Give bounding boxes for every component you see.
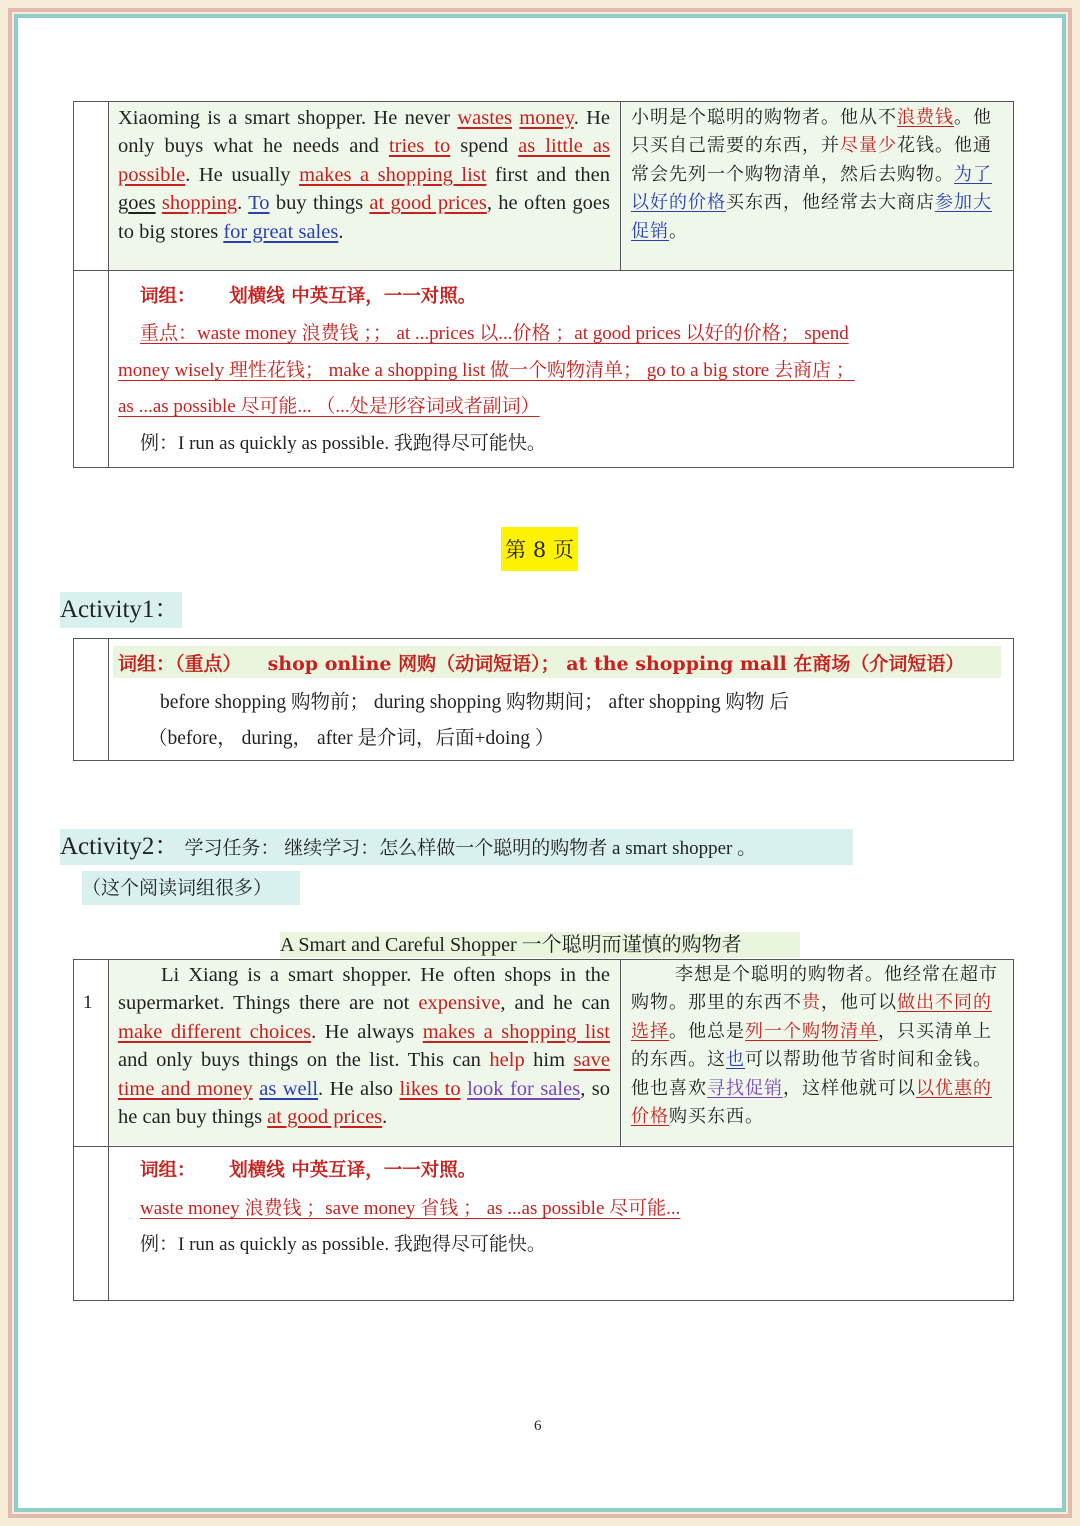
text-segment: wastes [457,107,513,129]
text-segment: To [248,192,270,215]
text-segment: him [524,1049,574,1072]
key-phrases-line-1: 重点：waste money 浪费钱 ；； at ...prices 以...价格 ；at good prices 以好的价格； spend [140,323,849,344]
text-segment: 参加大促销 [631,192,992,242]
top-english-paragraph [118,104,610,246]
page-number: 6 [534,1418,542,1434]
text-segment: first and then g [118,163,610,215]
text-segment: 小明是个聪明的购物者。他从不 [631,107,897,128]
text-segment: spend [450,135,519,158]
bottom-key-phrases: waste money 浪费钱 ；save money 省钱 ； as ...as possible 尽可能... [140,1198,681,1219]
text-segment: likes to [399,1077,461,1100]
activity1-phrase-content: shop online 网购（动词短语）； at the shopping mall 在商场（介词短语） [267,653,965,675]
text-segment: shopping [161,192,238,215]
text-segment: 贵 [802,992,821,1014]
text-segment: as little as possible [118,135,610,186]
text-segment: , so he can buy things [118,1077,610,1129]
top-table-col-line [108,101,109,468]
text-segment: expensive [418,992,501,1015]
reading-title [280,932,800,958]
text-segment: 买东西，他经常去大商店 [726,192,935,214]
text-segment: help [489,1049,525,1072]
text-segment: 尽量少 [840,135,897,157]
bottom-phrase-title: 词组： [140,1160,196,1181]
top-table-mid-line [620,101,621,271]
activity1-line-2: before shopping 购物前； during shopping 购物期间； after shopping 购物 后 [160,692,789,713]
text-segment: . [382,1106,388,1129]
text-segment: for great sales [223,220,339,243]
text-segment: 可以帮助他节省时间和金钱。他也喜欢 [631,1049,992,1099]
text-segment: makes a shopping list [299,163,487,186]
text-segment: Xiaoming is a smart shopper. He never [118,107,458,129]
activity2-note [82,871,300,905]
bottom-phrase-heading [140,1156,476,1182]
bottom-phrase-instruction: 划横线 中英互译，一一对照。 [229,1160,477,1181]
activity2-header [60,829,853,865]
example-sentence: 例：I run as quickly as possible. 我跑得尽可能快。 [140,433,546,454]
page-label [501,527,578,571]
row-number: 1 [83,992,93,1013]
text-segment: . He only buys what he needs and [118,107,611,158]
text-segment: Li Xiang is a smart shopper. He often shops in the supermarket. Things there are not [118,964,610,1015]
text-segment: 。 [669,220,688,242]
text-segment: . He also [318,1077,400,1100]
text-segment: 为了以好的价格 [631,163,992,214]
key-phrases-line-3: as ...as possible 尽可能... （...处是形容词或者副词） [118,396,540,417]
text-segment: 做出不同的选择 [631,992,992,1042]
text-segment: ，只买清单上的东西。这 [631,1020,992,1071]
top-phrase-heading [140,282,476,308]
text-segment: 花钱。他通常会先列一个购物清单，然后去购物。 [631,135,992,185]
text-segment: , he often goes to big stores [118,192,611,243]
text-segment: . [338,220,344,243]
activity2-label: Activity2： [60,833,180,860]
text-segment: 。他只买自己需要的东西，并 [631,107,992,157]
bottom-example-sentence: 例：I run as quickly as possible. 我跑得尽可能快。 [140,1234,546,1255]
text-segment: make different choices [118,1020,312,1043]
bottom-chinese-paragraph [631,961,1007,1131]
text-segment: 寻找促销 [707,1077,783,1099]
text-segment: at good prices [369,192,487,215]
text-segment: look for sales [467,1077,581,1100]
text-segment: . He always [311,1020,423,1043]
top-table-row-line [73,270,1014,271]
activity1-label-text: Activity1： [60,596,180,623]
activity2-task: 学习任务： 继续学习：怎么样做一个聪明的购物者 a smart shopper 。 [184,838,757,859]
text-segment: 也 [726,1049,745,1071]
reading-title-text: A Smart and Careful Shopper 一个聪明而谨慎的购物者 [280,934,742,956]
text-segment: tries to [388,135,451,158]
text-segment: oes [128,192,156,215]
text-segment: as well [259,1077,319,1100]
text-segment: 李想是个聪明的购物者。他经常在超市购物。那里的东西不 [631,964,998,1014]
bottom-table-mid-line [620,959,621,1146]
text-segment: 浪费钱 [897,107,954,128]
text-segment: ，他可以 [821,992,897,1014]
activity1-phrase-label: 词组：（重点） [118,653,242,675]
phrase-title: 词组： [140,286,196,307]
key-phrases-line-2: money wisely 理性花钱； make a shopping list 做一个购物清单； go to a big store 去商店 ； [118,360,855,381]
text-segment: makes a shopping list [422,1020,610,1043]
activity1-phrase-row [118,649,964,676]
text-segment: at good prices [267,1106,383,1129]
text-segment: save time and money [118,1049,610,1100]
text-segment: buy things [269,192,370,215]
text-segment: 列一个购物清单 [745,1020,878,1042]
text-segment: 以优惠的价格 [631,1077,992,1128]
bottom-table-col-line [108,959,109,1301]
page-label-text: 第 8 页 [505,538,574,562]
text-segment: ，这样他就可以 [783,1077,916,1099]
bottom-english-paragraph [118,961,610,1131]
text-segment: 。他总是 [669,1020,745,1042]
activity1-label [60,592,182,628]
text-segment: 购买东西。 [669,1106,764,1128]
text-segment: , and he can [500,992,610,1015]
phrase-instruction: 划横线 中英互译，一一对照。 [229,286,477,307]
text-segment: . [237,192,249,215]
text-segment: and only buys things on the list. This can [118,1049,490,1072]
top-chinese-paragraph [631,104,1007,246]
bottom-table-row-line [73,1146,1014,1147]
activity1-line-3: （before， during， after 是介词，后面+doing ） [148,728,555,749]
activity1-col-line [108,638,109,761]
activity2-note-text: （这个阅读词组很多） [82,877,273,899]
text-segment: money [519,107,574,129]
text-segment: . He usually [185,163,300,186]
